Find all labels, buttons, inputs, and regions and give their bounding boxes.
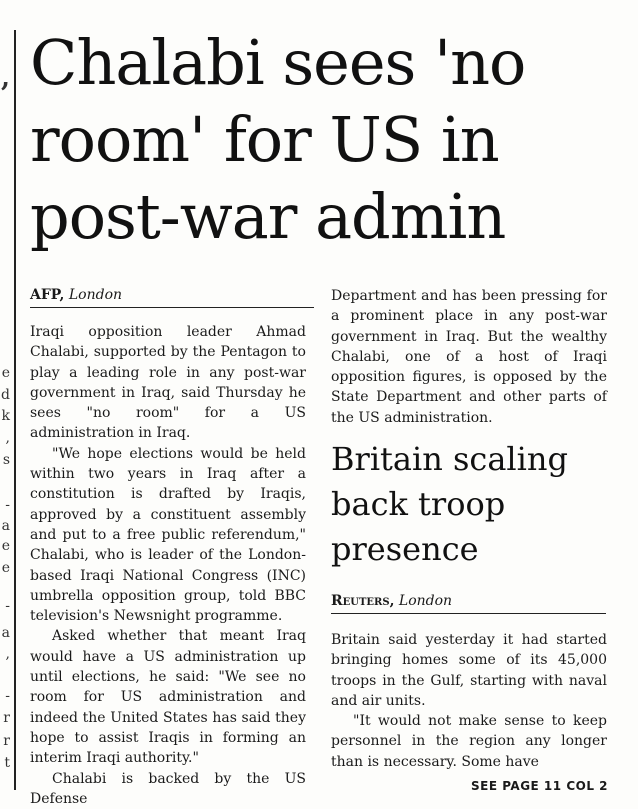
byline-agency: Reuters, bbox=[331, 593, 395, 609]
edge-fragment: e bbox=[1, 560, 10, 576]
edge-fragment: a bbox=[1, 625, 10, 641]
edge-fragment: e bbox=[1, 538, 10, 554]
article-paragraph: "We hope elections would be held within two years in Iraq after a constitution is drafted by Iraqis, approved by a constituent assembly and put to a free public referendum," Chalabi, who is leader of the London-based Iraqi National Congress (INC) umbrella opposition group, told BBC television's Newsnight programme. bbox=[30, 445, 306, 625]
edge-fragment: k bbox=[1, 408, 10, 424]
article-paragraph: Asked whether that meant Iraq would have a US administration up until elections, he said: "We see no room for US administration and indeed the United States has said they hope to assist Iraqis in forming an interim Iraqi authority." bbox=[30, 628, 306, 767]
byline-location: London bbox=[398, 593, 453, 609]
second-article-column bbox=[331, 630, 607, 772]
edge-fragment: - bbox=[5, 688, 10, 704]
edge-fragment: t bbox=[4, 755, 10, 771]
edge-fragment: e bbox=[1, 365, 10, 381]
jump-line[interactable]: SEE PAGE 11 COL 2 bbox=[471, 779, 608, 793]
byline-location: London bbox=[68, 287, 123, 303]
article-paragraph: Iraqi opposition leader Ahmad Chalabi, supported by the Pentagon to play a leading role in any post-war government in Iraq, said Thursday he sees "no room" for a US administration in Iraq. bbox=[30, 324, 306, 442]
article-paragraph: "It would not make sense to keep personnel in the region any longer than is necessary. Some have bbox=[331, 713, 607, 770]
main-article-column-left bbox=[30, 322, 306, 809]
edge-fragment: , bbox=[5, 646, 10, 662]
edge-fragment: d bbox=[1, 387, 10, 403]
edge-fragment: , bbox=[5, 430, 10, 446]
byline-agency: AFP, bbox=[30, 287, 65, 303]
main-byline bbox=[30, 287, 314, 308]
article-paragraph: Britain said yesterday it had started bringing homes some of its 45,000 troops in the Gulf, starting with naval and air units. bbox=[331, 632, 607, 709]
edge-fragment: r bbox=[3, 710, 10, 726]
second-headline: Britain scaling back troop presence bbox=[331, 440, 568, 568]
edge-fragment: a bbox=[1, 518, 10, 534]
main-article-column-right bbox=[331, 286, 607, 428]
edge-fragment: r bbox=[3, 733, 10, 749]
adjacent-column-rule bbox=[14, 30, 16, 790]
main-headline: Chalabi sees 'no room' for US in post-war admin bbox=[30, 26, 526, 253]
edge-fragment: s bbox=[2, 452, 10, 468]
edge-fragment: - bbox=[5, 598, 10, 614]
edge-fragment: , bbox=[0, 63, 10, 93]
article-paragraph: Chalabi is backed by the US Defense bbox=[30, 770, 306, 807]
edge-fragment: - bbox=[5, 497, 10, 513]
article-paragraph-continued: Department and has been pressing for a prominent place in any post-war government in Iraq. But the wealthy Chalabi, one of a host of Iraqi opposition figures, is opposed by the State Department and other parts of the US administration. bbox=[331, 288, 607, 426]
second-byline bbox=[331, 593, 606, 614]
